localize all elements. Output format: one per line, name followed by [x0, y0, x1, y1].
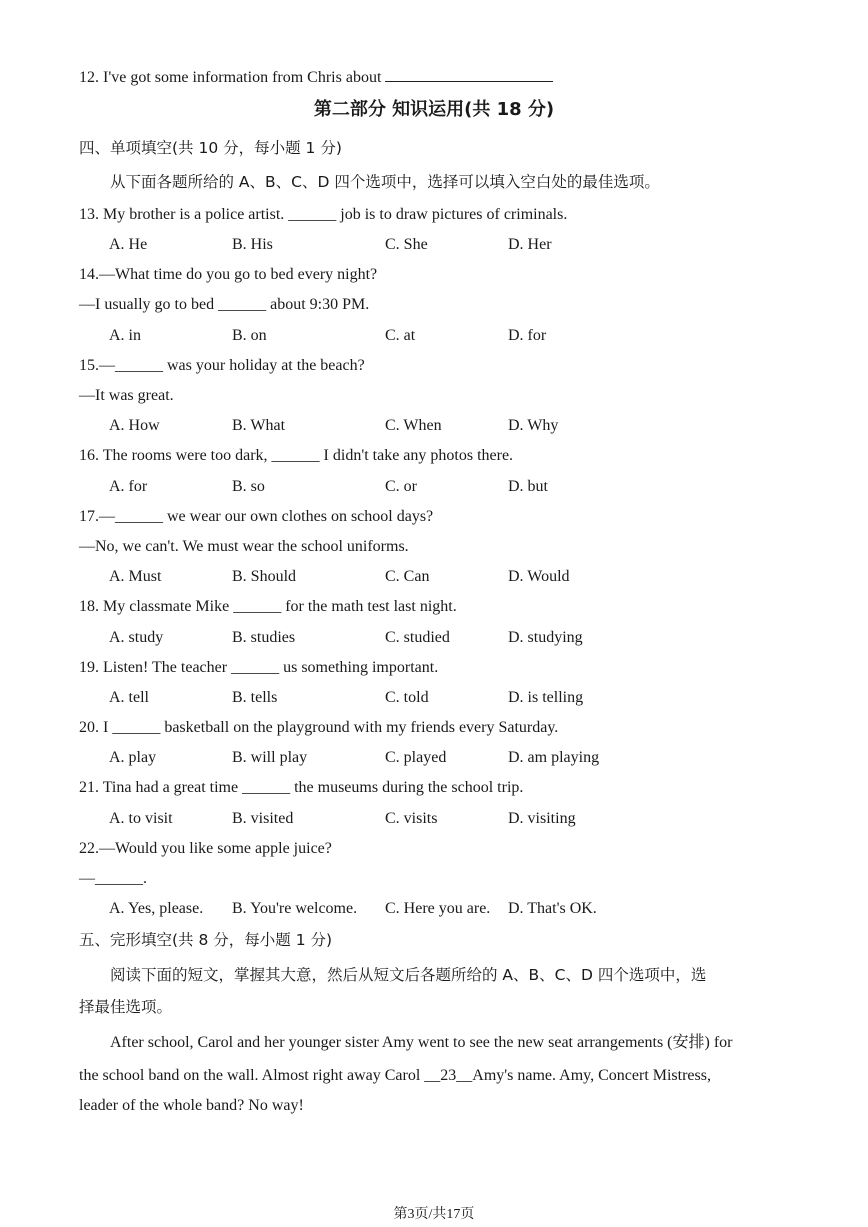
- question-stem-response: —______.: [79, 870, 147, 887]
- option-d[interactable]: D. but: [508, 478, 548, 495]
- question-12-text: 12. I've got some information from Chris about: [79, 69, 382, 86]
- question-stem: 17.—______ we wear our own clothes on school days?: [79, 508, 434, 525]
- option-d[interactable]: D. Would: [508, 568, 570, 585]
- option-c[interactable]: C. studied: [385, 629, 450, 646]
- option-b[interactable]: B. studies: [232, 629, 296, 646]
- option-d[interactable]: D. visiting: [508, 810, 576, 827]
- question-stem-response: —It was great.: [79, 387, 174, 404]
- option-b[interactable]: B. You're welcome.: [232, 900, 358, 917]
- question-stem: 22.—Would you like some apple juice?: [79, 840, 332, 857]
- question-stem: 19. Listen! The teacher ______ us something important.: [79, 659, 439, 676]
- option-b[interactable]: B. tells: [232, 689, 278, 706]
- option-d[interactable]: D. That's OK.: [508, 900, 597, 917]
- passage-line-1: After school, Carol and her younger sister Amy went to see the new seat arrangements (安排) for: [110, 1034, 733, 1051]
- option-a[interactable]: A. to visit: [109, 810, 173, 827]
- option-c[interactable]: C. Here you are.: [385, 900, 491, 917]
- option-c[interactable]: C. played: [385, 749, 447, 766]
- question-stem: 21. Tina had a great time ______ the museums during the school trip.: [79, 779, 524, 796]
- question-stem: 15.—______ was your holiday at the beach?: [79, 357, 365, 374]
- option-c[interactable]: C. visits: [385, 810, 438, 827]
- option-a[interactable]: A. He: [109, 236, 148, 253]
- option-b[interactable]: B. Should: [232, 568, 297, 585]
- option-b[interactable]: B. His: [232, 236, 273, 253]
- question-12: [79, 67, 553, 88]
- question-stem-response: —No, we can't. We must wear the school uniforms.: [79, 538, 409, 555]
- question-stem-response: —I usually go to bed ______ about 9:30 PM.: [79, 296, 370, 313]
- option-d[interactable]: D. studying: [508, 629, 583, 646]
- section-five-instruction-cont: 择最佳选项。: [79, 998, 173, 1016]
- section-four-heading: 四、单项填空(共 10 分，每小题 1 分): [79, 139, 342, 157]
- option-b[interactable]: B. on: [232, 327, 267, 344]
- part-two-title: 第二部分 知识运用(共 18 分): [313, 99, 555, 120]
- passage-line-3: leader of the whole band? No way!: [79, 1097, 304, 1114]
- option-a[interactable]: A. Yes, please.: [109, 900, 204, 917]
- question-stem: 14.—What time do you go to bed every night?: [79, 266, 378, 283]
- option-a[interactable]: A. tell: [109, 689, 149, 706]
- option-d[interactable]: D. is telling: [508, 689, 584, 706]
- option-b[interactable]: B. visited: [232, 810, 294, 827]
- option-b[interactable]: B. so: [232, 478, 265, 495]
- passage-line-2: the school band on the wall. Almost right away Carol __23__Amy's name. Amy, Concert Mistress,: [79, 1067, 711, 1084]
- answer-blank[interactable]: [385, 67, 553, 82]
- option-a[interactable]: A. How: [109, 417, 160, 434]
- section-five-instruction: 阅读下面的短文，掌握其大意，然后从短文后各题所给的 A、B、C、D 四个选项中，选: [110, 966, 707, 984]
- option-c[interactable]: C. at: [385, 327, 416, 344]
- section-five-heading: 五、完形填空(共 8 分，每小题 1 分): [79, 931, 333, 949]
- option-c[interactable]: C. When: [385, 417, 442, 434]
- option-d[interactable]: D. am playing: [508, 749, 600, 766]
- option-d[interactable]: D. for: [508, 327, 547, 344]
- option-a[interactable]: A. Must: [109, 568, 162, 585]
- question-stem: 18. My classmate Mike ______ for the math test last night.: [79, 598, 457, 615]
- question-stem: 16. The rooms were too dark, ______ I didn't take any photos there.: [79, 447, 514, 464]
- option-c[interactable]: C. Can: [385, 568, 430, 585]
- question-stem: 20. I ______ basketball on the playground with my friends every Saturday.: [79, 719, 559, 736]
- option-d[interactable]: D. Her: [508, 236, 552, 253]
- option-a[interactable]: A. for: [109, 478, 148, 495]
- option-c[interactable]: C. or: [385, 478, 417, 495]
- option-c[interactable]: C. She: [385, 236, 428, 253]
- option-c[interactable]: C. told: [385, 689, 429, 706]
- option-b[interactable]: B. What: [232, 417, 286, 434]
- question-stem: 13. My brother is a police artist. ______ job is to draw pictures of criminals.: [79, 206, 568, 223]
- option-b[interactable]: B. will play: [232, 749, 308, 766]
- option-a[interactable]: A. in: [109, 327, 141, 344]
- option-a[interactable]: A. play: [109, 749, 157, 766]
- page-number: 第3页/共17页: [393, 1207, 475, 1222]
- option-a[interactable]: A. study: [109, 629, 164, 646]
- section-four-instruction: 从下面各题所给的 A、B、C、D 四个选项中，选择可以填入空白处的最佳选项。: [110, 173, 660, 191]
- option-d[interactable]: D. Why: [508, 417, 559, 434]
